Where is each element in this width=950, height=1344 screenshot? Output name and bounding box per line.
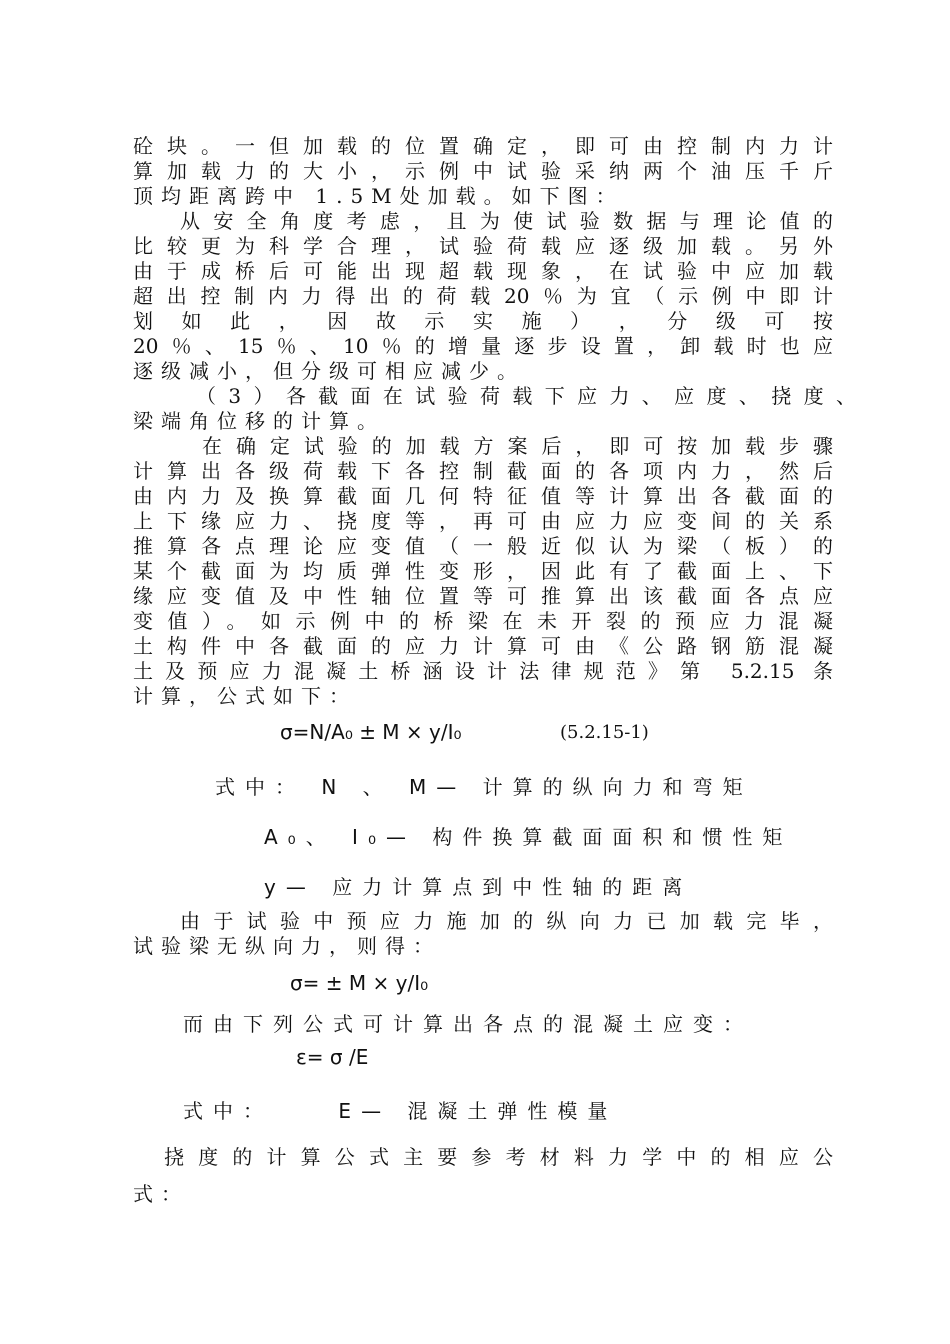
text-line: 在确定试验的加载方案后，即可按加载步骤 (202, 434, 833, 458)
text-line: 变值）。如示例中的桥梁在未开裂的预应力混凝 (133, 609, 833, 633)
legend-line: y— 应力计算点到中性轴的距离 (264, 875, 693, 899)
text-line: 由内力及换算截面几何特征值等计算出各截面的 (133, 484, 833, 508)
text-line: 计算出各级荷载下各控制截面的各项内力，然后 (133, 459, 833, 483)
formula-3: ε= σ /E (296, 1045, 369, 1069)
text-line: 推算各点理论应变值（一般近似认为梁（板）的 (133, 534, 833, 558)
text-line: 比较更为科学合理，试验荷载应逐级加载。另外 (133, 234, 833, 258)
formula-expression: σ=N/A₀ ± M × y/I₀ (280, 720, 462, 744)
formula-number: (5.2.15-1) (560, 722, 649, 743)
paragraph-5: 而由下列公式可计算出各点的混凝土应变： (183, 1012, 753, 1036)
text-line: 由于成桥后可能出现超载现象，在试验中应加载 (133, 259, 833, 283)
text-line: 由于试验中预应力施加的纵向力已加载完毕， (180, 909, 833, 933)
text-line: 逐级减小，但分级可相应减少。 (133, 359, 525, 383)
formula-2: σ= ± M × y/I₀ (290, 971, 429, 995)
text-line: 20％、15％、10％的增量逐步设置，卸载时也应 (133, 334, 833, 358)
text-line: 式： (133, 1182, 189, 1206)
text-line: 砼块。一但加载的位置确定，即可由控制内力计 (133, 134, 833, 158)
text-line: 超出控制内力得出的荷载20％为宜（示例中即计 (133, 284, 833, 308)
text-line: 顶均距离跨中 1.5M处加载。如下图： (133, 184, 624, 208)
text-line: 缘应变值及中性轴位置等可推算出该截面各点应 (133, 584, 833, 608)
text-line: 计算，公式如下： (133, 684, 357, 708)
text-line: 挠度的计算公式主要参考材料力学中的相应公 (164, 1145, 833, 1169)
text-line: 划 如 此 ， 因 故 示 实 施 ） ， 分 级 可 按 (133, 309, 833, 333)
legend-line: A₀、 I₀— 构件换算截面面积和惯性矩 (264, 825, 793, 849)
text-line: 算加载力的大小，示例中试验采纳两个油压千斤 (133, 159, 833, 183)
text-line: 试验梁无纵向力，则得： (133, 934, 441, 958)
text-line: 从安全角度考虑，且为使试验数据与理论值的 (180, 209, 833, 233)
text-line: 某个截面为均质弹性变形，因此有了截面上、下 (133, 559, 833, 583)
formula-3-legend: 式中： E— 混凝土弹性模量 (183, 1099, 618, 1123)
legend-line: 式中： N 、 M— 计算的纵向力和弯矩 (215, 775, 753, 799)
text-line: 上下缘应力、挠度等，再可由应力应变间的关系 (133, 509, 833, 533)
text-line: 土构件中各截面的应力计算可由《公路钢筋混凝 (133, 634, 833, 658)
text-line: 梁端角位移的计算。 (133, 409, 385, 433)
text-line: 土及预应力混凝土桥涵设计法律规范》第 5.2.15 条 (133, 659, 833, 683)
text-line: （3）各截面在试验荷载下应力、应度、挠度、 (196, 384, 856, 408)
